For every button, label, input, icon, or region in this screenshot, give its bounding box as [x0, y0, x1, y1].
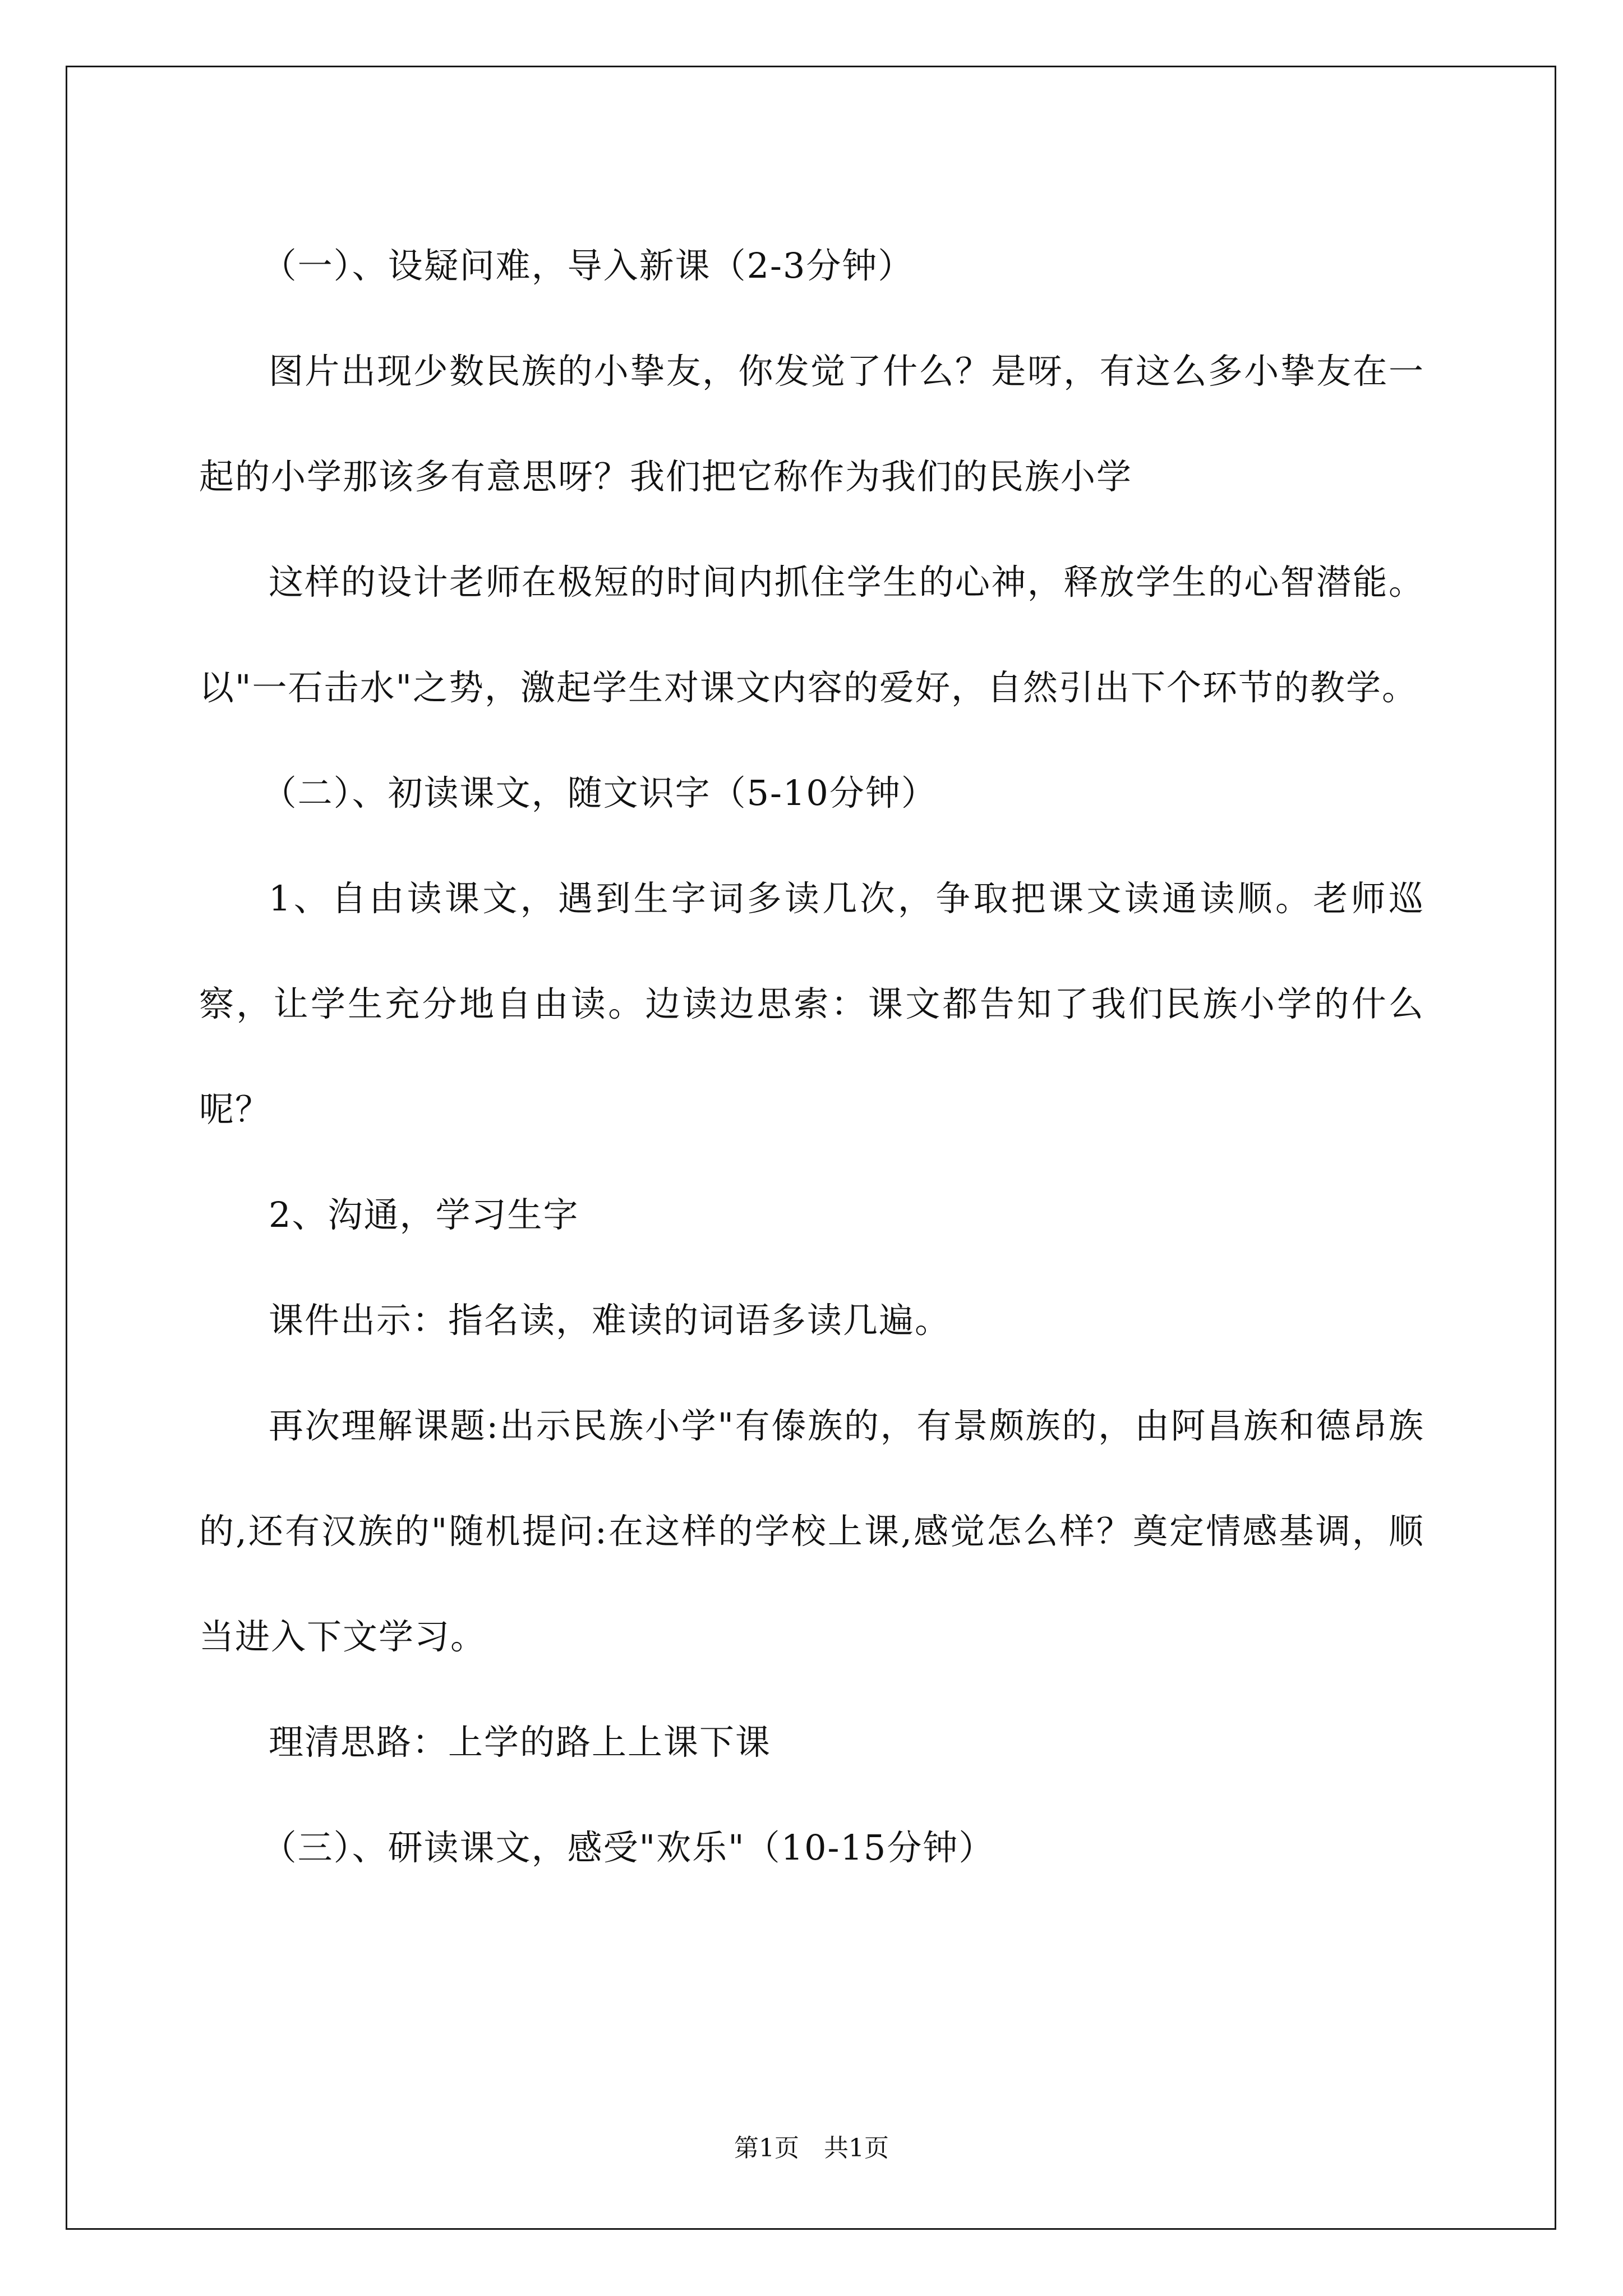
body-paragraph: 再次理解课题:出示民族小学"有傣族的，有景颇族的，由阿昌族和德昂族的,还有汉族的"随机提问:在这样的学校上课,感觉怎么样？奠定情感基调，顺当进入下文学习。 [199, 1405, 1424, 1657]
body-paragraph: 理清思路：上学的路上上课下课 [269, 1722, 772, 1763]
section-heading-1: （一）、设疑问难，导入新课（2-3分钟） [261, 245, 914, 286]
document-body [199, 213, 1424, 1901]
body-paragraph: 1、自由读课文，遇到生字词多读几次，争取把课文读通读顺。老师巡察，让学生充分地自由读。边读边思索：课文都告知了我们民族小学的什么呢？ [199, 878, 1424, 1130]
total-pages: 共1页 [824, 2134, 889, 2162]
body-paragraph: 2、沟通，学习生字 [269, 1194, 579, 1235]
body-paragraph: 图片出现少数民族的小挚友，你发觉了什么？是呀，有这么多小挚友在一起的小学那该多有意思呀？我们把它称作为我们的民族小学 [199, 351, 1424, 497]
page-number: 第1页 [734, 2134, 799, 2162]
body-paragraph: 这样的设计老师在极短的时间内抓住学生的心神，释放学生的心智潜能。以"一石击水"之势，激起学生对课文内容的爱好，自然引出下个环节的教学。 [199, 562, 1424, 708]
section-heading-3: （三）、研读课文，感受"欢乐"（10-15分钟） [261, 1827, 995, 1868]
page-footer [0, 2132, 1623, 2165]
section-heading-2: （二）、初读课文，随文识字（5-10分钟） [261, 772, 937, 813]
body-paragraph: 课件出示：指名读，难读的词语多读几遍。 [269, 1300, 951, 1341]
